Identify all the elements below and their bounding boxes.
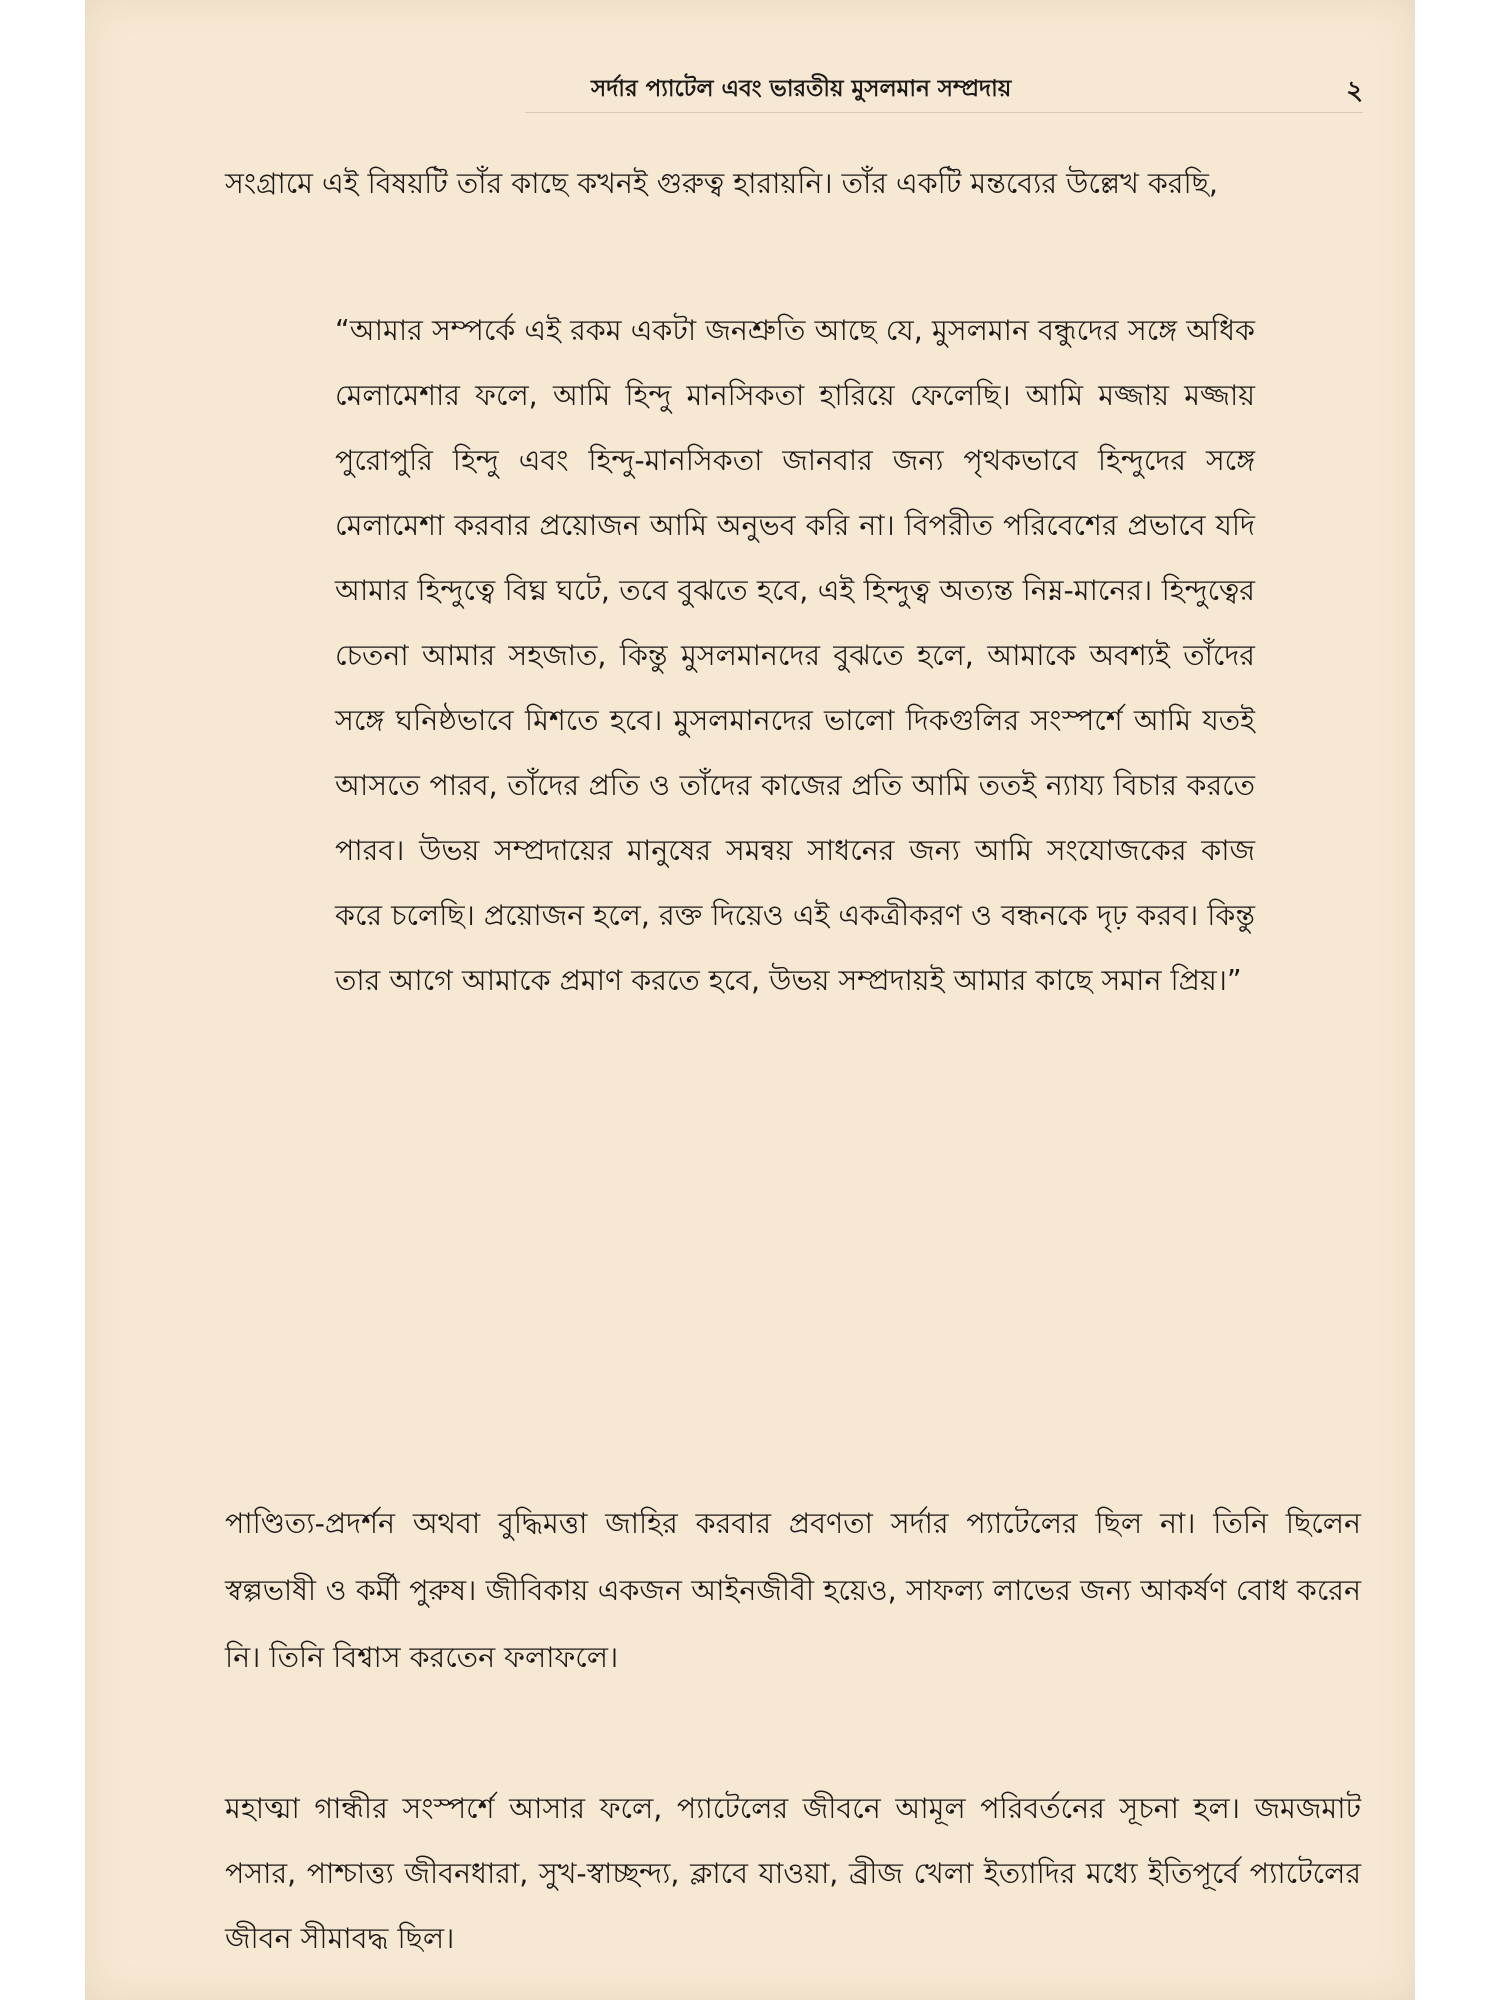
- block-quote: “আমার সম্পর্কে এই রকম একটা জনশ্রুতি আছে যে, মুসলমান বন্ধুদের সঙ্গে অধিক মেলামেশার ফলে, আমি হিন্দু মানসিকতা হারিয়ে ফেলেছি। আমি মজ্জায় মজ্জায় পুরোপুরি হিন্দু এবং হিন্দু-মানসিকতা জানবার জন্য পৃথকভাবে হিন্দুদের সঙ্গে মেলামেশা করবার প্রয়োজন আমি অনুভব করি না। বিপরীত পরিবেশের প্রভাবে যদি আমার হিন্দুত্বে বিঘ্ন ঘটে, তবে বুঝতে হবে, এই হিন্দুত্ব অত্যন্ত নিম্ন-মানের। হিন্দুত্বের চেতনা আমার সহজাত, কিন্তু মুসলমানদের বুঝতে হলে, আমাকে অবশ্যই তাঁদের সঙ্গে ঘনিষ্ঠভাবে মিশতে হবে। মুসলমানদের ভালো দিকগুলির সংস্পর্শে আমি যতই আসতে পারব, তাঁদের প্রতি ও তাঁদের কাজের প্রতি আমি ততই ন্যায্য বিচার করতে পারব। উভয় সম্প্রদায়ের মানুষের সমন্বয় সাধনের জন্য আমি সংযোজকের কাজ করে চলেছি। প্রয়োজন হলে, রক্ত দিয়েও এই একত্রীকরণ ও বন্ধনকে দৃঢ় করব। কিন্তু তার আগে আমাকে প্রমাণ করতে হবে, উভয় সম্প্রদায়ই আমার কাছে সমান প্রিয়।”: [335, 314, 1255, 997]
- body-paragraph-2: মহাত্মা গান্ধীর সংস্পর্শে আসার ফলে, প্যাটেলের জীবনে আমূল পরিবর্তনের সূচনা হল। জমজমাট পসার, পাশ্চাত্ত্য জীবনধারা, সুখ-স্বাচ্ছন্দ্য, ক্লাবে যাওয়া, ব্রীজ খেলা ইত্যাদির মধ্যে ইতিপূর্বে প্যাটেলের জীবন সীমাবদ্ধ ছিল।: [225, 1792, 1361, 1955]
- book-page: [85, 0, 1415, 2000]
- running-title: সর্দার প্যাটেল এবং ভারতীয় মুসলমান সম্প্রদায়: [591, 76, 1012, 102]
- page-number: ২: [1346, 76, 1363, 106]
- header-divider: [525, 112, 1363, 113]
- intro-paragraph: সংগ্রামে এই বিষয়টি তাঁর কাছে কখনই গুরুত্ব হারায়নি। তাঁর একটি মন্তব্যের উল্লেখ করছি,: [225, 167, 1218, 200]
- body-paragraph-1: পাণ্ডিত্য-প্রদর্শন অথবা বুদ্ধিমত্তা জাহির করবার প্রবণতা সর্দার প্যাটেলের ছিল না। তিনি ছিলেন স্বল্পভাষী ও কর্মী পুরুষ। জীবিকায় একজন আইনজীবী হয়েও, সাফল্য লাভের জন্য আকর্ষণ বোধ করেন নি। তিনি বিশ্বাস করতেন ফলাফলে।: [225, 1507, 1361, 1674]
